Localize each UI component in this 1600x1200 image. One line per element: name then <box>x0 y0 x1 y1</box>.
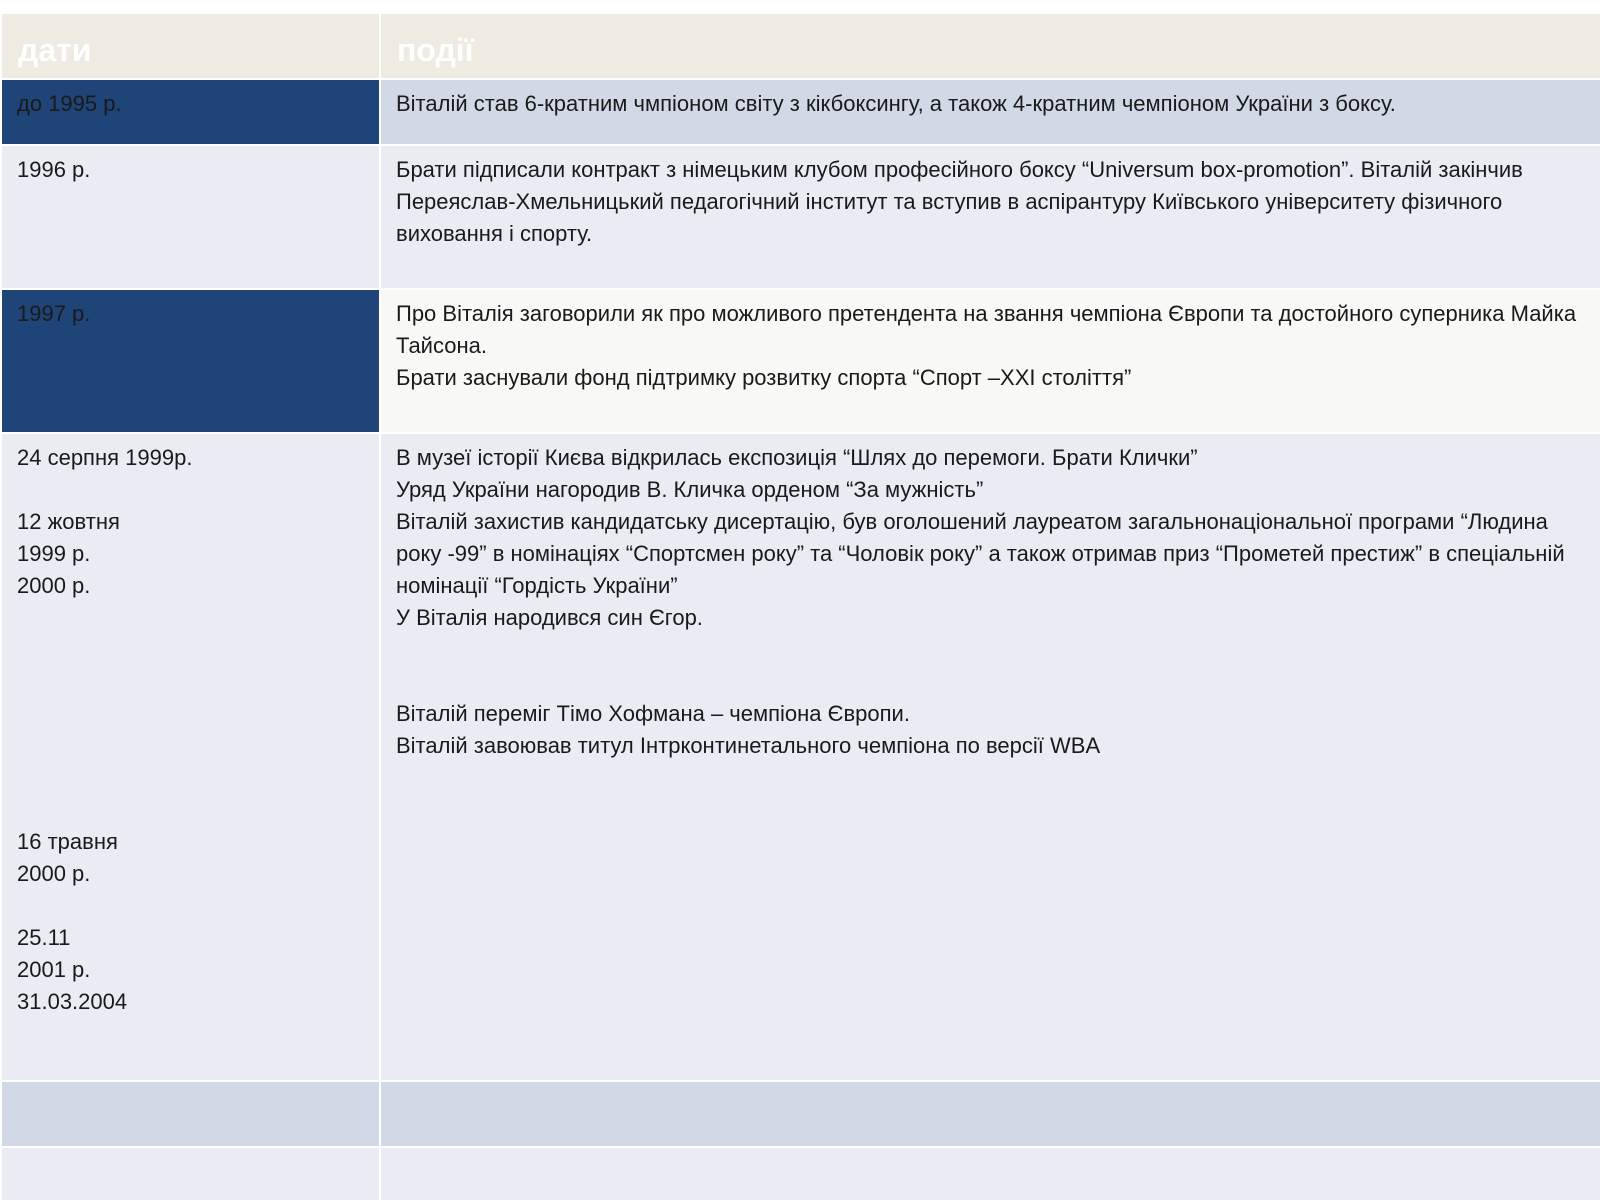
dates-column-header: дати <box>1 13 380 79</box>
table-row <box>1 145 1600 289</box>
events-cell: Віталій став 6-кратним чмпіоном світу з кікбоксингу, а також 4-кратним чемпіоном України з боксу. <box>380 79 1600 145</box>
slide <box>0 12 1600 1200</box>
date-cell <box>1 1147 380 1200</box>
date-cell: 24 серпня 1999р. 12 жовтня 1999 р. 2000 р. 16 травня 2000 р. 25.11 2001 р. 31.03.2004 <box>1 433 380 1081</box>
date-cell: 1996 р. <box>1 145 380 289</box>
events-cell: Брати підписали контракт з німецьким клубом професійного боксу “Universum box-promotion”. Віталій закінчив Переяслав-Хмельницький педагогічний інститут та вступив в аспірантуру Київського університету фізичного виховання і спорту. <box>380 145 1600 289</box>
table-row <box>1 1147 1600 1200</box>
date-cell: 1997 р. <box>1 289 380 433</box>
events-cell <box>380 1147 1600 1200</box>
events-cell: Про Віталія заговорили як про можливого претендента на звання чемпіона Європи та достойного суперника Майка Тайсона. Брати заснували фонд підтримку розвитку спорта “Спорт –XXI століття” <box>380 289 1600 433</box>
date-cell: до 1995 р. <box>1 79 380 145</box>
timeline-table <box>0 12 1600 1200</box>
table-row <box>1 433 1600 1081</box>
events-column-header: події <box>380 13 1600 79</box>
date-cell <box>1 1081 380 1147</box>
table-row <box>1 1081 1600 1147</box>
table-header-row <box>1 13 1600 79</box>
table-row <box>1 289 1600 433</box>
events-cell: В музеї історії Києва відкрилась експозиція “Шлях до перемоги. Брати Клички” Уряд України нагородив В. Кличка орденом “За мужність” Віталій захистив кандидатську дисертацію, був оголошений лауреатом загальнонаціональної програми “Людина року -99” в номінаціях “Спортсмен року” та “Чоловік року” а також отримав приз “Прометей престиж” в спеціальній номінації “Гордість України” У Віталія народився син Єгор. Віталій переміг Тімо Хофмана – чемпіона Європи. Віталій завоював титул Інтрконтинетального чемпіона по версії WBA <box>380 433 1600 1081</box>
events-cell <box>380 1081 1600 1147</box>
table-row <box>1 79 1600 145</box>
